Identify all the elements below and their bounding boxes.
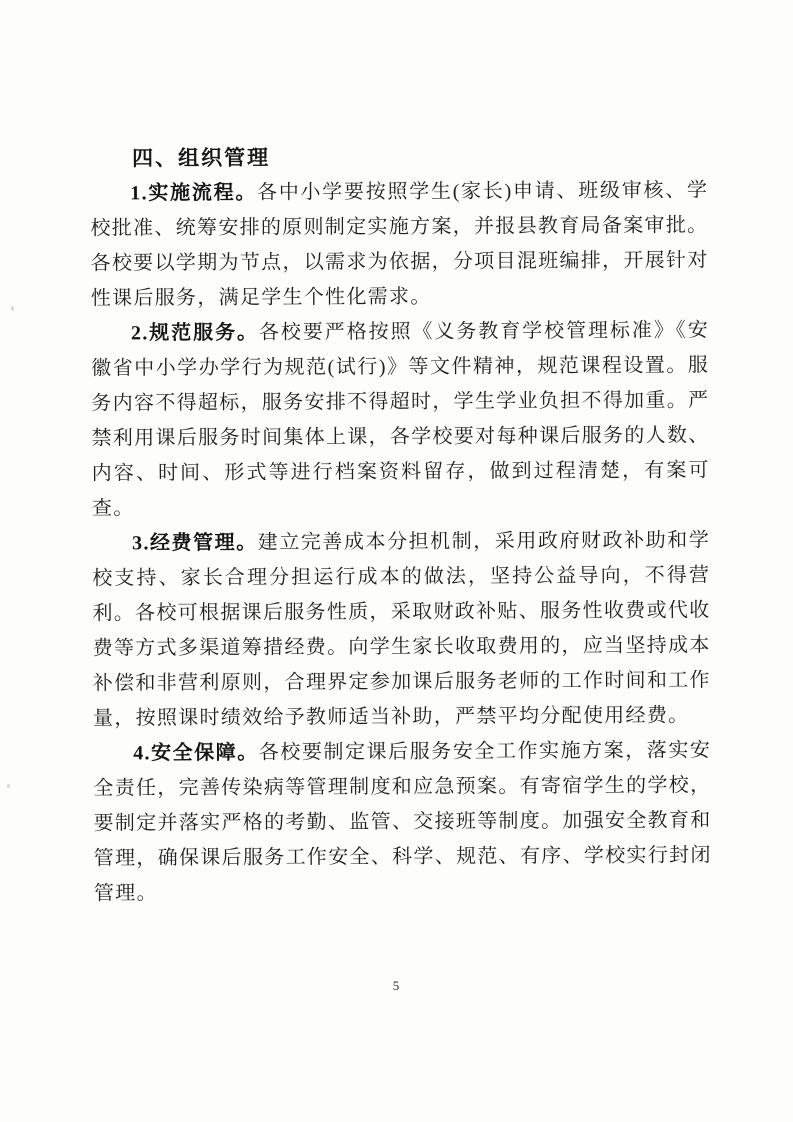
paragraph-body: 各校要制定课后服务安全工作实施方案，落实安全责任，完善传染病等管理制度和应急预案。有寄宿学生的学校，要制定并落实严格的考勤、监管、交接班等制度。加强安全教育和管理，确保课后服务工作安全、科学、规范、有序、学校实行封闭管理。 — [93, 739, 712, 905]
paragraph-lead: 3.经费管理。 — [132, 531, 258, 555]
paragraph-lead: 2.规范服务。 — [130, 321, 260, 345]
paragraph-lead: 4.安全保障。 — [133, 741, 259, 765]
section-heading: 四、组织管理 — [132, 146, 271, 171]
paragraph-funding-management — [92, 523, 711, 736]
paragraph-lead: 1.实施流程。 — [130, 181, 258, 205]
paragraph-standardized-service — [91, 313, 710, 526]
paragraph-safety-assurance — [93, 733, 712, 911]
document-content — [90, 138, 712, 911]
paragraph-body: 各中小学要按照学生(家长)申请、班级审核、学校批准、统筹安排的原则制定实施方案，并报县教育局备案审批。各校要以学期为节点，以需求为依据，分项目混班编排，开展针对性课后服务，满足学生个性化需求。 — [90, 179, 709, 310]
page-number: 5 — [392, 978, 401, 993]
paragraph-body: 建立完善成本分担机制，采用政府财政补助和学校支持、家长合理分担运行成本的做法，坚持公益导向，不得营利。各校可根据课后服务性质，采取财政补贴、服务性收费或代收费等方式多渠道筹措经费。向学生家长收取费用的，应当坚持成本补偿和非营利原则，合理界定参加课后服务老师的工作时间和工作量，按照课时绩效给予教师适当补助，严禁平均分配使用经费。 — [92, 529, 711, 730]
scan-artifact — [11, 306, 14, 311]
paragraph-body: 各校要严格按照《义务教育学校管理标准》《安徽省中小学办学行为规范(试行)》等文件精神，规范课程设置。服务内容不得超标，服务安排不得超时，学生学业负担不得加重。严禁利用课后服务时间集体上课，各学校要对每种课后服务的人数、内容、时间、形式等进行档案资料留存，做到过程清楚，有案可查。 — [91, 319, 710, 520]
paragraph-implementation-process — [90, 173, 709, 316]
scan-artifact — [7, 784, 10, 788]
